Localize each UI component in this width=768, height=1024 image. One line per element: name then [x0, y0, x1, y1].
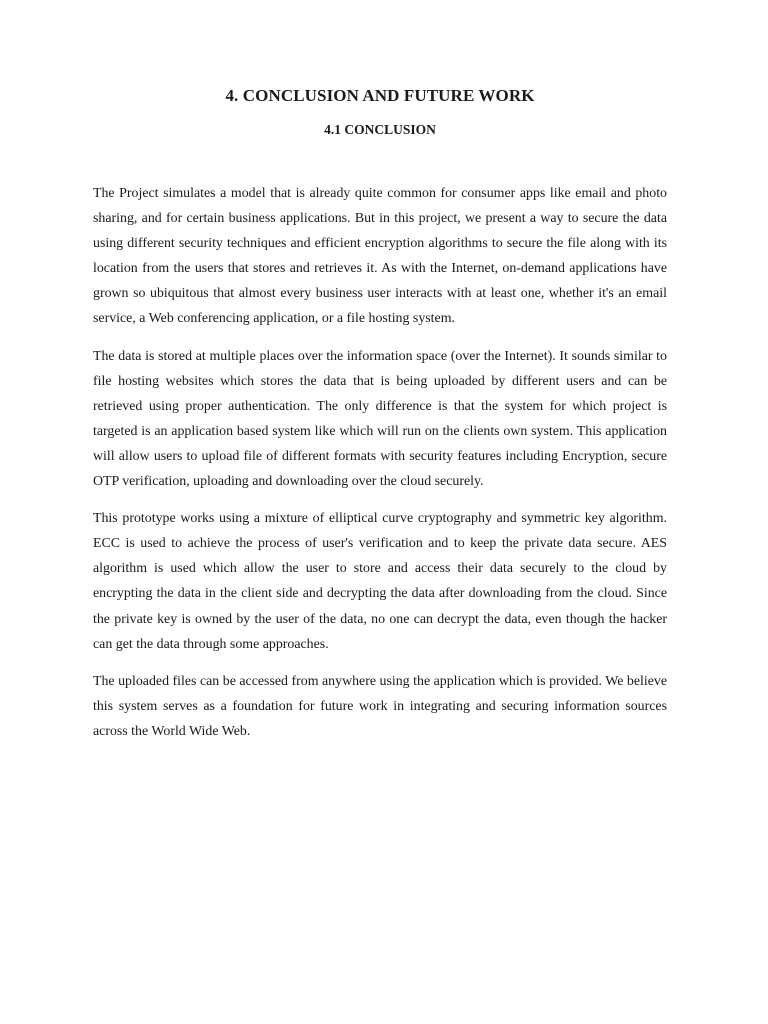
- chapter-title: 4. CONCLUSION AND FUTURE WORK: [225, 86, 535, 105]
- paragraph-4: The uploaded files can be accessed from anywhere using the application which is provided. We believe this system serves as a foundation for future work in integrating and securing information sources across the World Wide Web.: [93, 673, 667, 739]
- document-page: [93, 86, 667, 756]
- paragraph-3: This prototype works using a mixture of elliptical curve cryptography and symmetric key algorithm. ECC is used to achieve the process of user's verification and to keep the private data secure. AES algorithm is used which allow the user to store and access their data securely to the cloud by encrypting the data in the client side and decrypting the data after downloading from the cloud. Since the private key is owned by the user of the data, no one can decrypt the data, even though the hacker can get the data through some approaches.: [93, 511, 667, 652]
- paragraph-1: The Project simulates a model that is already quite common for consumer apps like email and photo sharing, and for certain business applications. But in this project, we present a way to secure the data using different security techniques and efficient encryption algorithms to secure the file along with its location from the users that stores and retrieves it. As with the Internet, on-demand applications have grown so ubiquitous that almost every business user interacts with at least one, whether it's an email service, a Web conferencing application, or a file hosting system.: [93, 186, 667, 327]
- paragraph-2: The data is stored at multiple places over the information space (over the Internet). It sounds similar to file hosting websites which stores the data that is being uploaded by different users and can be retrieved using proper authentication. The only difference is that the system for which project is targeted is an application based system like which will run on the clients own system. This application will allow users to upload file of different formats with security features including Encryption, secure OTP verification, uploading and downloading over the cloud securely.: [93, 348, 667, 490]
- section-title: 4.1 CONCLUSION: [324, 122, 436, 137]
